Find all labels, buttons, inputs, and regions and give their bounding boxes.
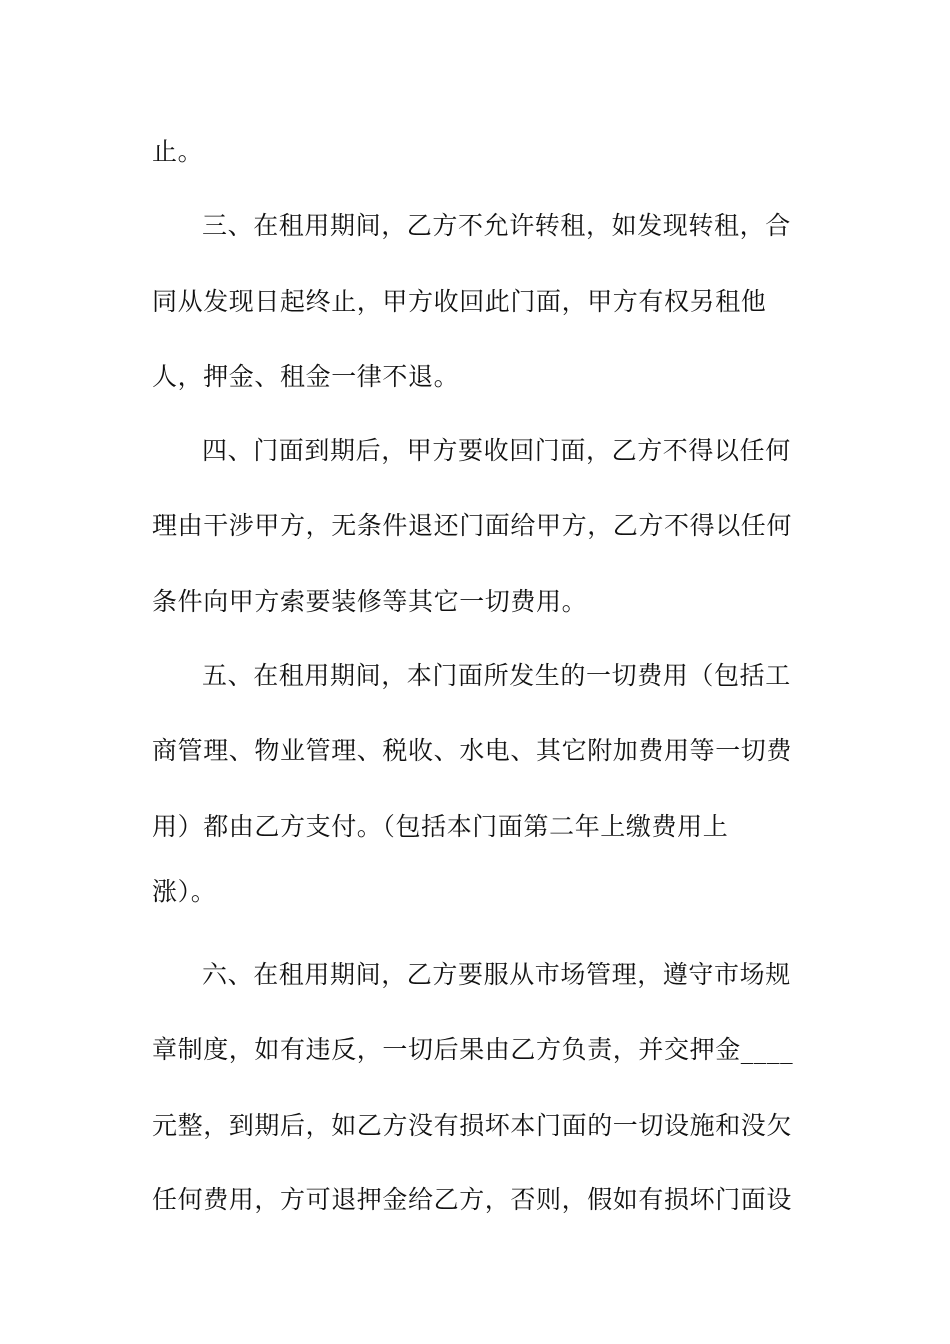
clause-3-line-2: 同从发现日起终止，甲方收回此门面，甲方有权另租他 [152, 287, 767, 316]
clause-5-line-2: 商管理、物业管理、税收、水电、其它附加费用等一切费 [152, 736, 793, 765]
clause-5-line-1: 五、在租用期间，本门面所发生的一切费用（包括工 [202, 661, 791, 690]
text-line-1: 止。 [152, 137, 204, 166]
clause-3-line-1: 三、在租用期间，乙方不允许转租，如发现转租，合 [202, 211, 791, 240]
clause-3-line-3: 人，押金、租金一律不退。 [152, 362, 460, 391]
clause-6-line-4: 任何费用，方可退押金给乙方，否则，假如有损坏门面设 [152, 1185, 793, 1214]
clause-6-line-1: 六、在租用期间，乙方要服从市场管理，遵守市场规 [202, 960, 791, 989]
clause-4-line-1: 四、门面到期后，甲方要收回门面，乙方不得以任何 [202, 436, 791, 465]
clause-6-line-2: 章制度，如有违反，一切后果由乙方负责，并交押金____ [152, 1035, 794, 1064]
clause-5-line-4: 涨）。 [152, 877, 217, 906]
clause-4-line-2: 理由干涉甲方，无条件退还门面给甲方，乙方不得以任何 [152, 511, 793, 540]
clause-6-line-3: 元整，到期后，如乙方没有损坏本门面的一切设施和没欠 [152, 1111, 793, 1140]
clause-5-line-3: 用）都由乙方支付。（包括本门面第二年上缴费用上 [152, 812, 729, 841]
clause-4-line-3: 条件向甲方索要装修等其它一切费用。 [152, 587, 588, 616]
